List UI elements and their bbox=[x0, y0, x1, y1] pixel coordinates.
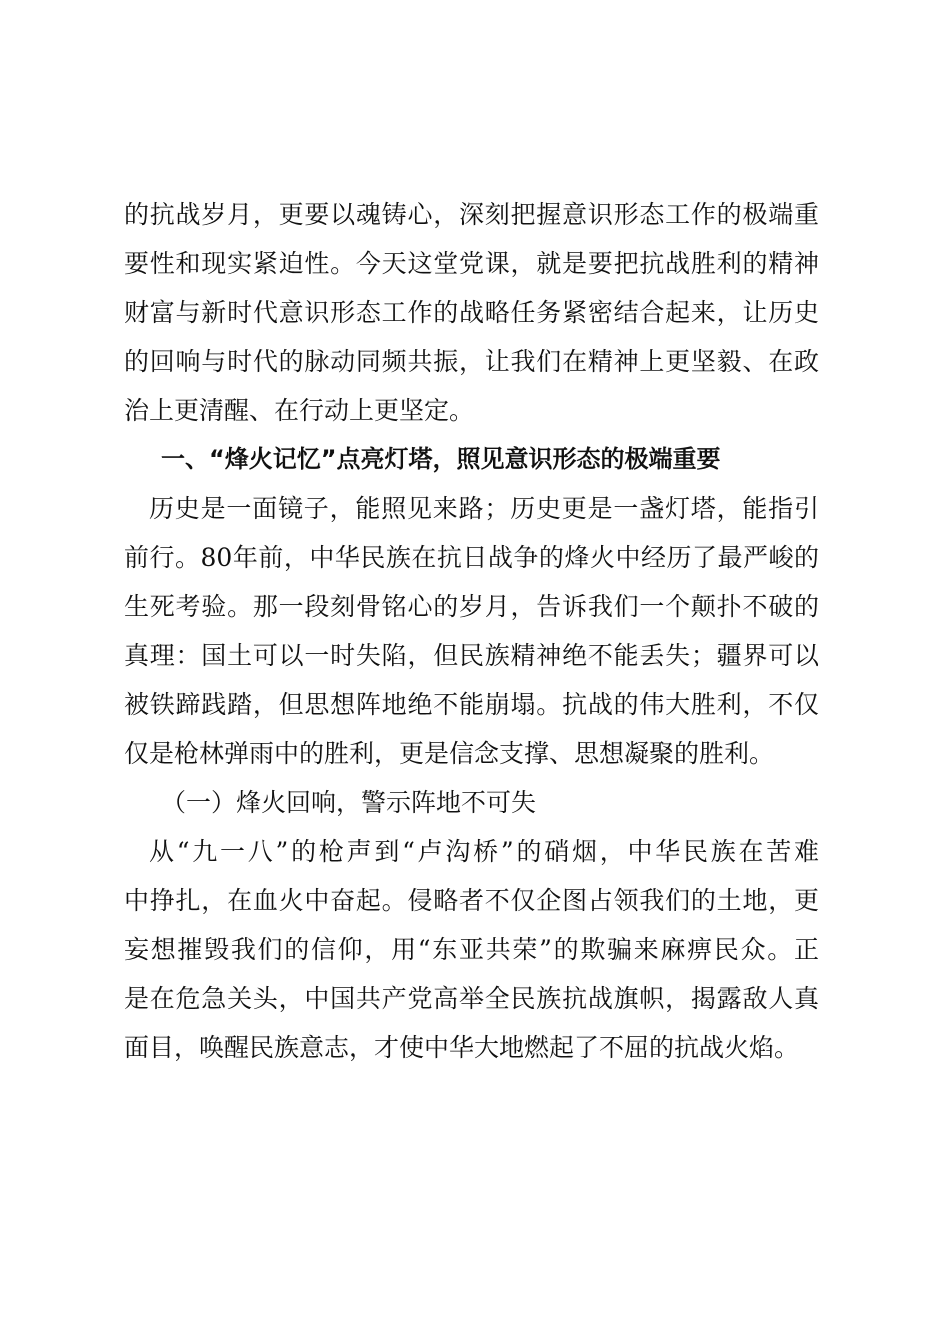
paragraph-line: 前行。80年前，中华民族在抗日战争的烽火中经历了最严峻的 bbox=[124, 543, 819, 572]
paragraph-line: 被铁蹄践踏，但思想阵地绝不能崩塌。抗战的伟大胜利，不仅 bbox=[124, 690, 819, 719]
subsection-heading: （一）烽火回响，警示阵地不可失 bbox=[161, 788, 537, 817]
paragraph-line: 历史是一面镜子，能照见来路；历史更是一盏灯塔，能指引 bbox=[149, 494, 819, 523]
paragraph-line: 是在危急关头，中国共产党高举全民族抗战旗帜，揭露敌人真 bbox=[124, 984, 819, 1013]
section-1-paragraph bbox=[124, 484, 819, 778]
paragraph-line: 治上更清醒、在行动上更坚定。 bbox=[124, 396, 475, 425]
intro-paragraph bbox=[124, 190, 819, 435]
section-heading: 一、“烽火记忆”点亮灯塔，照见意识形态的极端重要 bbox=[161, 445, 721, 473]
paragraph-line: 生死考验。那一段刻骨铭心的岁月，告诉我们一个颠扑不破的 bbox=[124, 592, 819, 621]
paragraph-line: 的回响与时代的脉动同频共振，让我们在精神上更坚毅、在政 bbox=[124, 347, 819, 376]
paragraph-line: 妄想摧毁我们的信仰，用“东亚共荣”的欺骗来麻痹民众。正 bbox=[124, 935, 819, 964]
paragraph-line: 的抗战岁月，更要以魂铸心，深刻把握意识形态工作的极端重 bbox=[124, 200, 819, 229]
paragraph-line: 要性和现实紧迫性。今天这堂党课，就是要把抗战胜利的精神 bbox=[124, 249, 819, 278]
subsection-1-paragraph bbox=[124, 827, 819, 1072]
paragraph-line: 面目，唤醒民族意志，才使中华大地燃起了不屈的抗战火焰。 bbox=[124, 1033, 800, 1062]
paragraph-line: 真理：国土可以一时失陷，但民族精神绝不能丢失；疆界可以 bbox=[124, 641, 819, 670]
paragraph-line: 仅是枪林弹雨中的胜利，更是信念支撑、思想凝聚的胜利。 bbox=[124, 739, 775, 768]
paragraph-line: 财富与新时代意识形态工作的战略任务紧密结合起来，让历史 bbox=[124, 298, 819, 327]
paragraph-line: 中挣扎，在血火中奋起。侵略者不仅企图占领我们的土地，更 bbox=[124, 886, 819, 915]
document-body bbox=[124, 190, 819, 1072]
paragraph-line: 从“九一八”的枪声到“卢沟桥”的硝烟，中华民族在苦难 bbox=[149, 837, 819, 866]
